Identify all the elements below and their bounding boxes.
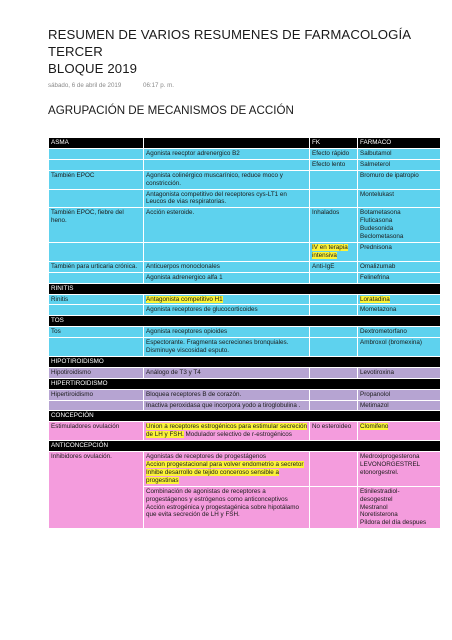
header-cell: ASMA — [49, 138, 144, 149]
table-row — [49, 189, 441, 208]
highlighted-text: Clomifeno — [360, 423, 389, 431]
table-row — [49, 305, 441, 316]
table-cell — [144, 294, 310, 305]
table-row — [49, 327, 441, 338]
header-cell: TOS — [49, 316, 441, 327]
table-cell: Combinación de agonistas de receptores a progestágenos y estrógenos como anticonceptivos Acción estrogénica y progestagénica sobre hipotálamo que evita secreción de LH y FSH. — [144, 486, 310, 529]
table-cell: Tos — [49, 327, 144, 338]
header-cell: FK — [310, 138, 358, 149]
table-cell — [144, 159, 310, 170]
table-cell: No esteroideo — [310, 422, 358, 441]
table-header-hipotiroidismo — [49, 356, 441, 367]
table-cell — [358, 294, 441, 305]
highlighted-text: Accion progestacional para volver endometrio a secretor — [146, 461, 304, 468]
highlighted-text: Loratadina — [360, 295, 390, 303]
table-cell: Metimazol — [358, 400, 441, 411]
table-row — [49, 242, 441, 261]
cell-text: Modulador selectivo de r-estrogénicos — [183, 431, 292, 439]
table-header-concepcion — [49, 411, 441, 422]
table-cell — [358, 422, 441, 441]
table-cell — [144, 452, 310, 487]
table-row — [49, 294, 441, 305]
table-cell: Estimuladores ovulación — [49, 422, 144, 441]
table-cell — [310, 242, 358, 261]
table-cell — [49, 159, 144, 170]
title-line-2: BLOQUE 2019 — [48, 61, 138, 76]
table-cell — [49, 272, 144, 283]
table-cell — [310, 189, 358, 208]
header-cell: ANTICONCEPCIÓN — [49, 441, 441, 452]
table-cell — [49, 189, 144, 208]
header-cell: HIPERTIROIDISMO — [49, 378, 441, 389]
table-cell — [310, 452, 358, 487]
table-cell: Anti-IgE — [310, 261, 358, 272]
table-header-anticoncepcion — [49, 441, 441, 452]
highlighted-text: Antagonista competitivo H1 — [146, 295, 223, 303]
cell-text: Agonistas de receptores de progestágenos — [146, 453, 267, 461]
table-cell: Omalizumab — [358, 261, 441, 272]
table-cell: Bloquea receptores B de corazón. — [144, 389, 310, 400]
table-header-tos — [49, 316, 441, 327]
table-cell — [310, 389, 358, 400]
table-cell: Agonista receptores opioides — [144, 327, 310, 338]
table-row — [49, 338, 441, 357]
table-cell: Ambroxol (bromexina) — [358, 338, 441, 357]
table-cell — [310, 486, 358, 529]
table-row — [49, 261, 441, 272]
table-cell: Acción esteroide. — [144, 208, 310, 243]
table-row — [49, 208, 441, 243]
table-cell — [310, 305, 358, 316]
header-cell: FARMACO — [358, 138, 441, 149]
table-cell — [310, 294, 358, 305]
document-meta — [48, 82, 440, 91]
table-cell — [310, 367, 358, 378]
table-cell: Dextrometorfano — [358, 327, 441, 338]
table-header-asma — [49, 138, 441, 149]
table-cell: Prednisona — [358, 242, 441, 261]
table-cell — [310, 170, 358, 189]
document-time: 06:17 p. m. — [143, 82, 174, 89]
table-row — [49, 170, 441, 189]
table-cell: Medroxiprogesterona LEVONORGESTREL etonorgestrel. — [358, 452, 441, 487]
table-row — [49, 159, 441, 170]
table-cell — [310, 338, 358, 357]
table-cell — [310, 400, 358, 411]
table-cell: Hipertiroidismo — [49, 389, 144, 400]
table-cell: Montelukast — [358, 189, 441, 208]
table-cell — [144, 242, 310, 261]
table-row — [49, 400, 441, 411]
document-date: sábado, 6 de abril de 2019 — [48, 82, 122, 89]
table-cell: Botametasona Fluticasona Budesonida Beclometasona — [358, 208, 441, 243]
table-cell: Mometazona — [358, 305, 441, 316]
title-line-1: RESUMEN DE VARIOS RESUMENES DE FARMACOLOGÍA TERCER — [48, 27, 411, 59]
table-header-hipertiroidismo — [49, 378, 441, 389]
table-cell: Bromuro de ipatropio — [358, 170, 441, 189]
table-cell: Anticuerpos monoclonales — [144, 261, 310, 272]
table-cell: Levotiroxina — [358, 367, 441, 378]
table-row — [49, 389, 441, 400]
table-cell: Rinitis — [49, 294, 144, 305]
table-cell — [49, 338, 144, 357]
table-cell — [49, 400, 144, 411]
header-cell: RINITIS — [49, 283, 441, 294]
table-cell: También EPOC — [49, 170, 144, 189]
table-cell: Hipotiroidismo — [49, 367, 144, 378]
table-cell: Antagonista competitivo del receptores cys-LT1 en Leucos de vias respiratorias. — [144, 189, 310, 208]
table-header-rinitis — [49, 283, 441, 294]
table-cell: También EPOC, fiebre del heno. — [49, 208, 144, 243]
table-cell: Etinilestradiol- desogestrel Mestranol Noretisterona Píldora del día despues — [358, 486, 441, 529]
table-cell: Efecto lento — [310, 159, 358, 170]
table-row — [49, 272, 441, 283]
table-cell: Espectorante. Fragmenta secreciones bronquiales. Disminuye viscosidad esputo. — [144, 338, 310, 357]
table-cell — [310, 327, 358, 338]
table-cell: Efecto rápido — [310, 148, 358, 159]
highlighted-text: Inhibe desarrollo de tejido conceroso sensible a progestinas — [146, 468, 280, 484]
table-cell: Agonista adrenergico alfa 1 — [144, 272, 310, 283]
table-cell — [49, 242, 144, 261]
table-row — [49, 452, 441, 487]
table-row — [49, 148, 441, 159]
header-cell: HIPOTIROIDISMO — [49, 356, 441, 367]
table-cell: Agonista receptores de glucocorticoides — [144, 305, 310, 316]
table-cell: Análogo de T3 y T4 — [144, 367, 310, 378]
table-cell — [310, 272, 358, 283]
table-cell: También para urticaria crónica. — [49, 261, 144, 272]
table-cell — [144, 422, 310, 441]
header-cell: CONCEPCIÓN — [49, 411, 441, 422]
table-cell: Propanolol — [358, 389, 441, 400]
table-cell: Felinefrina — [358, 272, 441, 283]
table-cell: Salmeterol — [358, 159, 441, 170]
pharmacology-table — [48, 137, 441, 529]
document-title — [48, 26, 440, 77]
table-cell: Inhibidores ovulación. — [49, 452, 144, 529]
table-cell: Salbutamol — [358, 148, 441, 159]
table-cell: Inactiva peroxidasa que incorpora yodo a tiroglobulina . — [144, 400, 310, 411]
section-heading: AGRUPACIÓN DE MECANISMOS DE ACCIÓN — [48, 104, 294, 117]
table-row — [49, 422, 441, 441]
highlighted-text: IV en terapia intensiva — [312, 243, 348, 259]
table-cell: Agonista colinérgico muscarínico, reduce moco y constricción. — [144, 170, 310, 189]
table-cell — [49, 305, 144, 316]
header-cell — [144, 138, 310, 149]
table-cell: Inhalados — [310, 208, 358, 243]
document — [48, 26, 440, 529]
table-cell — [49, 148, 144, 159]
table-cell: Agonista reecptor adrenergico B2 — [144, 148, 310, 159]
highlighted-text: Union a receptores estrogénicos para estimular secreción de LH y FSH. — [146, 423, 308, 439]
table-row — [49, 367, 441, 378]
